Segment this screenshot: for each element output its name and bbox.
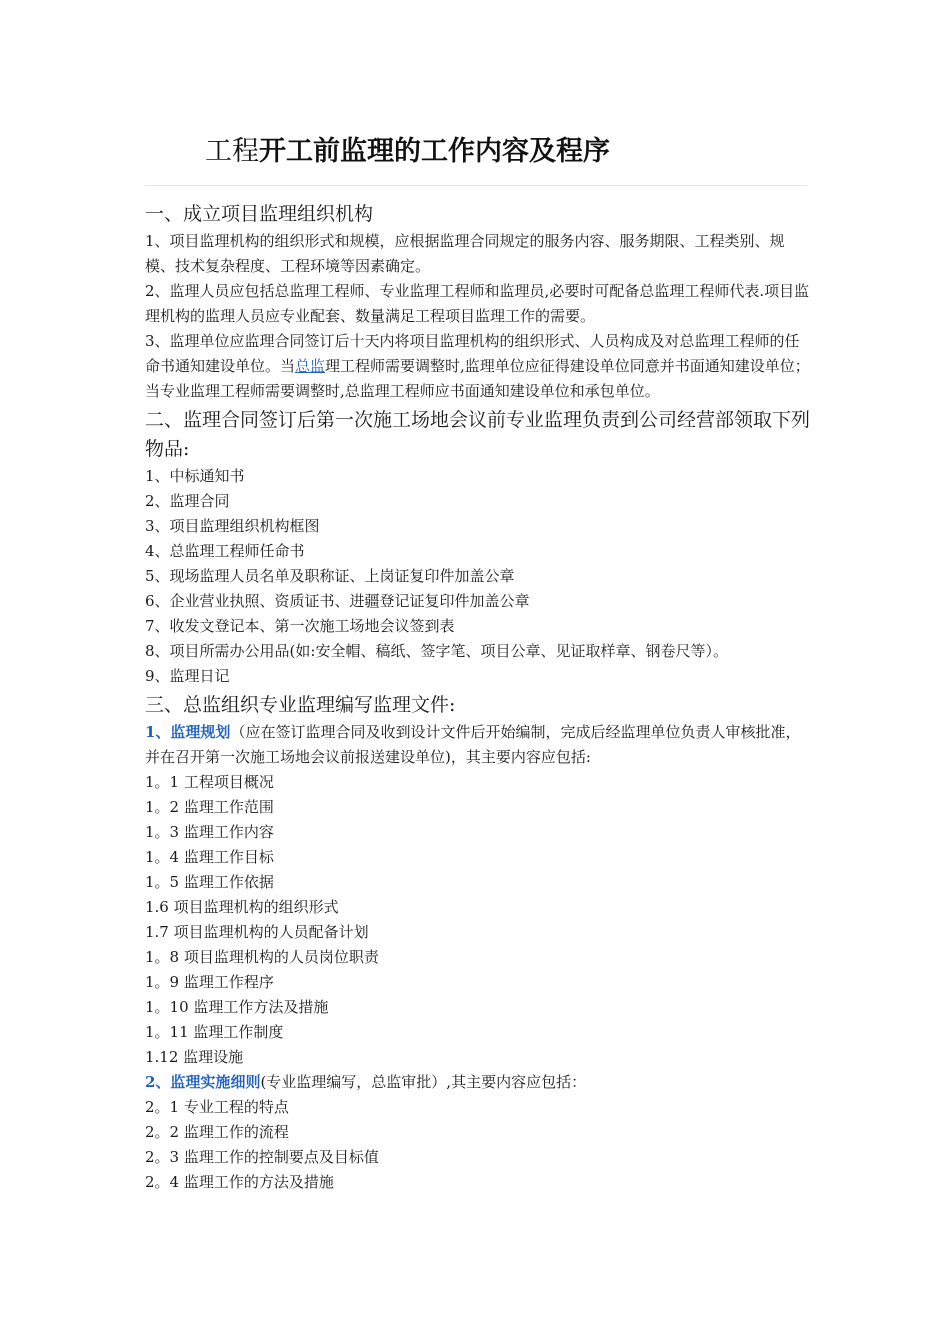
list-item: 5、现场监理人员名单及职称证、上岗证复印件加盖公章	[145, 567, 515, 585]
section-2-heading: 二、监理合同签订后第一次施工场地会议前专业监理负责到公司经营部领取下列物品:	[145, 409, 811, 460]
paragraph-3-end: 理工程师需要调整时,监理单位应征得建设单位同意并书面通知建设单位；当专业监理工程师需要调整时,总监理工程师应书面通知建设单位和承包单位。	[145, 357, 810, 400]
document-title	[205, 132, 610, 172]
title-part-bold: 开工前监理的工作内容及程序	[259, 136, 610, 167]
supervision-plan-paragraph	[145, 720, 813, 770]
chief-supervisor-link[interactable]: 总监	[295, 357, 326, 375]
list-item: 6、企业营业执照、资质证书、进疆登记证复印件加盖公章	[145, 592, 530, 610]
list-item: 1。11 监理工作制度	[145, 1023, 284, 1041]
section-1-paragraph-3	[145, 329, 813, 404]
implementation-rules-desc: (专业监理编写，总监审批）,其主要内容应包括：	[260, 1073, 587, 1091]
section-3-heading: 三、总监组织专业监理编写监理文件:	[145, 694, 456, 716]
list-item: 1.7 项目监理机构的人员配备计划	[145, 923, 369, 941]
section-1-heading: 一、成立项目监理组织机构	[145, 203, 374, 225]
implementation-rules-paragraph	[145, 1070, 813, 1095]
list-item: 1。9 监理工作程序	[145, 973, 274, 991]
list-item: 1.12 监理设施	[145, 1048, 244, 1066]
section-2-list	[145, 464, 813, 689]
implementation-rules-list	[145, 1095, 813, 1195]
document-body	[145, 198, 813, 1195]
list-item: 2。4 监理工作的方法及措施	[145, 1173, 334, 1191]
list-item: 1、中标通知书	[145, 467, 245, 485]
list-item: 3、项目监理组织机构框图	[145, 517, 320, 535]
title-part-regular: 工程	[205, 136, 259, 167]
list-item: 1。4 监理工作目标	[145, 848, 274, 866]
list-item: 1。1 工程项目概况	[145, 773, 274, 791]
section-1-paragraph-1: 1、项目监理机构的组织形式和规模，应根据监理合同规定的服务内容、服务期限、工程类别、规模、技术复杂程度、工程环境等因素确定。	[145, 232, 785, 275]
title-divider	[145, 185, 807, 186]
list-item: 4、总监理工程师任命书	[145, 542, 305, 560]
supervision-plan-link[interactable]: 1、监理规划	[145, 723, 231, 741]
list-item: 9、监理日记	[145, 667, 230, 685]
list-item: 7、收发文登记本、第一次施工场地会议签到表	[145, 617, 455, 635]
list-item: 1。5 监理工作依据	[145, 873, 274, 891]
list-item: 1。2 监理工作范围	[145, 798, 274, 816]
list-item: 2。3 监理工作的控制要点及目标值	[145, 1148, 379, 1166]
section-1-paragraph-2: 2、监理人员应包括总监理工程师、专业监理工程师和监理员,必要时可配备总监理工程师代表.项目监理机构的监理人员应专业配套、数量满足工程项目监理工作的需要。	[145, 282, 810, 325]
list-item: 1。8 项目监理机构的人员岗位职责	[145, 948, 379, 966]
list-item: 2。2 监理工作的流程	[145, 1123, 289, 1141]
implementation-rules-link[interactable]: 2、监理实施细则	[145, 1073, 261, 1091]
list-item: 1.6 项目监理机构的组织形式	[145, 898, 339, 916]
list-item: 1。10 监理工作方法及措施	[145, 998, 329, 1016]
list-item: 1。3 监理工作内容	[145, 823, 274, 841]
supervision-plan-desc: （应在签订监理合同及收到设计文件后开始编制，完成后经监理单位负责人审核批准，并在召开第一次施工场地会议前报送建设单位)，其主要内容应包括:	[145, 723, 801, 766]
list-item: 2。1 专业工程的特点	[145, 1098, 289, 1116]
list-item: 8、项目所需办公用品(如:安全帽、稿纸、签字笔、项目公章、见证取样章、钢卷尺等）。	[145, 642, 728, 660]
list-item: 2、监理合同	[145, 492, 230, 510]
paragraph-3-start: 3、监理单位应监理合同签订后十天内将项目监理机构的组织形式、人员构成及对总监理工程师的任命书通知建设单位。当	[145, 332, 800, 375]
supervision-plan-list	[145, 770, 813, 1070]
